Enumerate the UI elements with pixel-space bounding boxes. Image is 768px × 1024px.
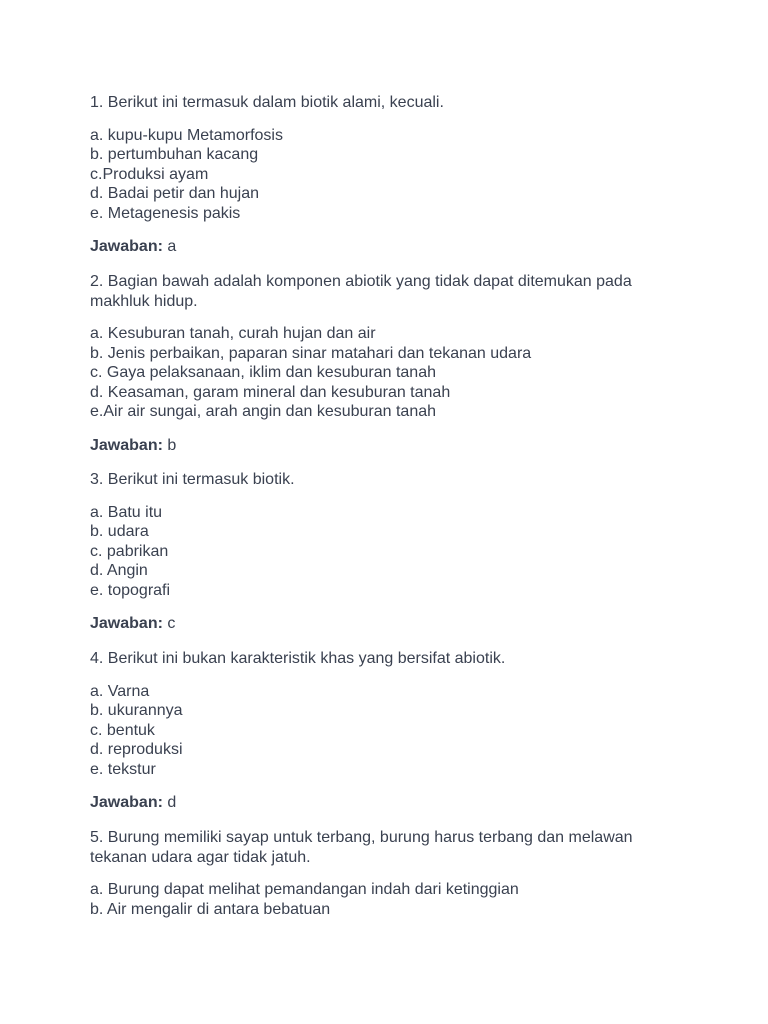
option-list [90, 126, 670, 224]
option-list [90, 880, 670, 919]
answer-value: a [167, 238, 177, 255]
question-2 [90, 272, 670, 455]
option-item: a. Kesuburan tanah, curah hujan dan air [90, 325, 376, 342]
answer [90, 237, 670, 257]
answer-label: Jawaban: [90, 615, 163, 632]
question-text: 3. Berikut ini termasuk biotik. [90, 471, 295, 488]
answer [90, 614, 670, 634]
option-item: c. bentuk [90, 721, 155, 739]
option-item: b. ukurannya [90, 702, 183, 719]
option-item: a. Varna [90, 682, 150, 700]
question-4 [90, 649, 670, 813]
option-item: d. Badai petir dan hujan [90, 185, 260, 202]
answer [90, 436, 670, 456]
option-item: b. pertumbuhan kacang [90, 146, 259, 163]
option-item: c.Produksi ayam [90, 165, 209, 183]
question-3 [90, 470, 670, 634]
question-text: 2. Bagian bawah adalah komponen abiotik yang tidak dapat ditemukan pada makhluk hidup. [90, 273, 632, 310]
option-item: c. Gaya pelaksanaan, iklim dan kesuburan tanah [90, 364, 436, 381]
option-item: d. Angin [90, 562, 148, 579]
option-item: e.Air air sungai, arah angin dan kesuburan tanah [90, 403, 437, 420]
option-item: b. udara [90, 523, 149, 540]
option-list [90, 503, 670, 601]
answer [90, 793, 670, 813]
option-item: a. Batu itu [90, 503, 163, 521]
question-text: 5. Burung memiliki sayap untuk terbang, burung harus terbang dan melawan tekanan udara agar tidak jatuh. [90, 829, 633, 866]
option-item: e. topografi [90, 581, 171, 599]
question-text: 1. Berikut ini termasuk dalam biotik alami, kecuali. [90, 94, 444, 111]
option-item: a. kupu-kupu Metamorfosis [90, 126, 283, 144]
question-text: 4. Berikut ini bukan karakteristik khas yang bersifat abiotik. [90, 650, 506, 667]
answer-value: b [167, 436, 177, 454]
option-item: e. tekstur [90, 760, 156, 778]
answer-label: Jawaban: [90, 436, 163, 454]
option-list [90, 324, 670, 422]
question-5 [90, 828, 670, 919]
option-item: e. Metagenesis pakis [90, 204, 241, 222]
question-1 [90, 93, 670, 257]
answer-label: Jawaban: [90, 238, 163, 255]
answer-value: d [167, 794, 177, 811]
option-item: a. Burung dapat melihat pemandangan indah dari ketinggian [90, 881, 519, 898]
option-item: b. Air mengalir di antara bebatuan [90, 900, 331, 918]
option-item: d. reproduksi [90, 741, 183, 758]
option-item: c. pabrikan [90, 542, 169, 560]
answer-value: c [167, 615, 176, 632]
option-list [90, 682, 670, 780]
answer-label: Jawaban: [90, 794, 163, 811]
option-item: d. Keasaman, garam mineral dan kesuburan tanah [90, 383, 451, 401]
option-item: b. Jenis perbaikan, paparan sinar matahari dan tekanan udara [90, 344, 532, 362]
